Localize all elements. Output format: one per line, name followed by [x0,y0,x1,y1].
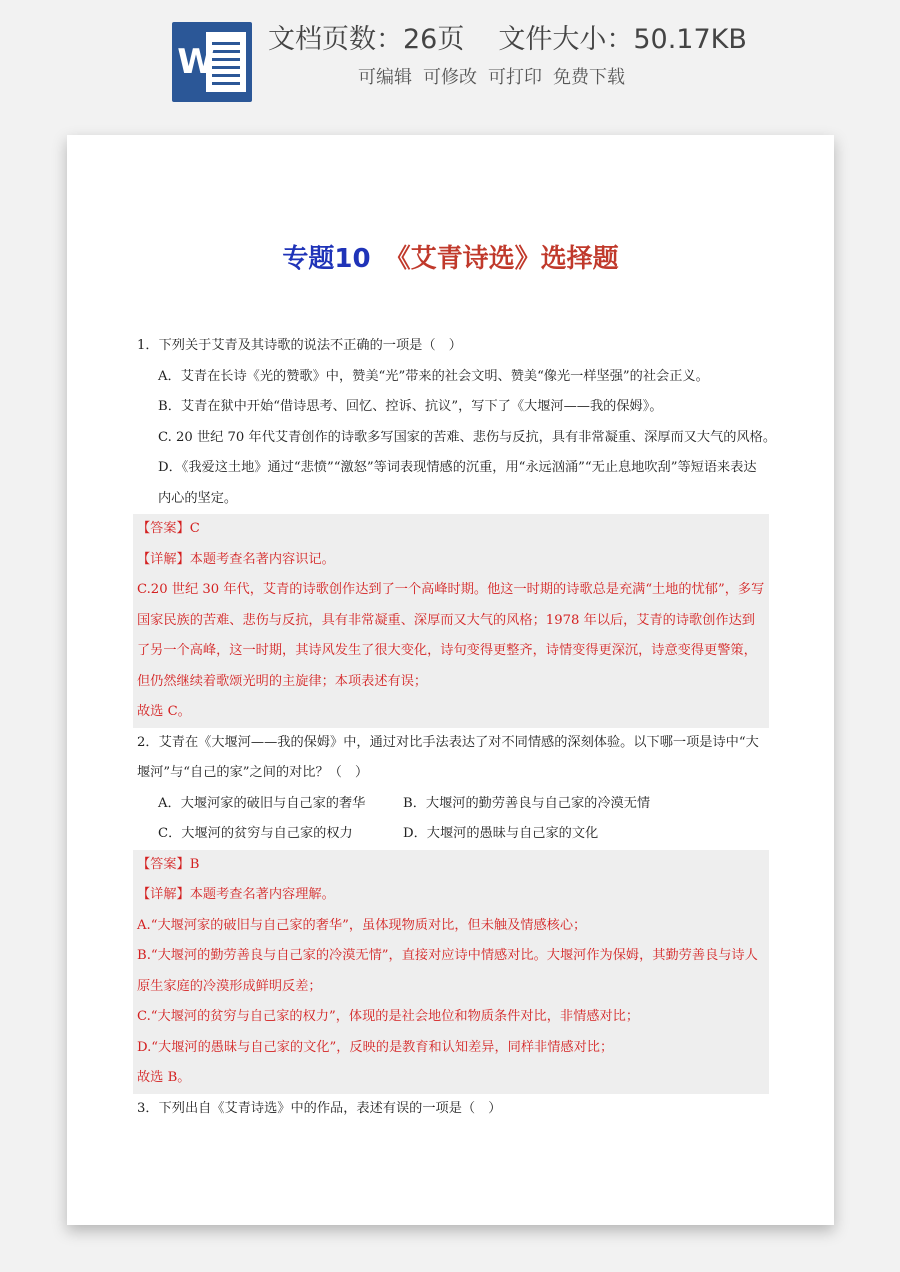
question-2-detail: 【详解】本题考查名著内容理解。 [137,887,335,902]
question-2-explanation-line: D.“大堰河的愚昧与自己家的文化”，反映的是教育和认知差异，同样非情感对比； [137,1039,614,1055]
document-info-banner [0,0,900,120]
question-2-explanation-line: A.“大堰河家的破旧与自己家的奢华”，虽体现物质对比，但未触及情感核心； [137,917,587,933]
feature-free-download: 免费下载 [553,67,625,88]
feature-editable: 可编辑 [358,67,412,88]
question-2-options-row [137,789,765,820]
question-2-option-c: C．大堰河的贫穷与自己家的权力 [158,826,353,841]
question-2-explanation-line: 原生家庭的冷漠形成鲜明反差； [137,978,322,994]
document-content [137,331,777,1124]
word-logo-icon [172,22,252,102]
question-1-option-d-cont: 内心的坚定。 [158,490,238,506]
question-2-explanation-line: C.“大堰河的贫穷与自己家的权力”，体现的是社会地位和物质条件对比，非情感对比； [137,1009,640,1024]
question-2-option-d: D．大堰河的愚昧与自己家的文化 [403,826,599,841]
document-meta [268,20,747,60]
title-topic-number: 专题10 [282,244,371,274]
question-1-explanation-line: 国家民族的苦难、悲伤与反抗，具有非常凝重、深厚而又大气的风格；1978 年以后，艾青的诗歌创作达到 [137,612,755,628]
question-1-explanation-line: 了另一个高峰，这一时期，其诗风发生了很大变化，诗句变得更整齐，诗情变得更深沉，诗意变得更警策， [137,643,757,658]
page-count: 文档页数：26页 [268,24,465,55]
question-1-option-d: D．《我爱这土地》通过“悲愤”“激怒”等词表现情感的沉重，用“永远汹涌”“无止息地吹刮”等短语来表达 [158,460,757,475]
feature-list [358,64,625,92]
document-page [67,135,834,1225]
question-1-conclusion: 故选 C。 [137,704,191,719]
question-1-stem: 1．下列关于艾青及其诗歌的说法不正确的一项是（ ） [137,338,462,353]
question-1-explanation-line: 但仍然继续着歌颂光明的主旋律；本项表述有误； [137,673,428,689]
question-1-answer-block [133,514,769,728]
question-2-answer: 【答案】B [137,856,200,872]
question-2-options-row [137,819,765,850]
page-title [67,239,834,279]
question-2-answer-block [133,850,769,1094]
feature-modifiable: 可修改 [423,67,477,88]
question-3-stem: 3．下列出自《艾青诗选》中的作品，表述有误的一项是（ ） [137,1100,502,1116]
question-2-stem: 2．艾青在《大堰河——我的保姆》中，通过对比手法表达了对不同情感的深刻体验。以下哪一项是诗中“大 [137,734,759,750]
question-2-stem-cont: 堰河”与“自己的家”之间的对比？（ ） [137,765,369,780]
feature-printable: 可打印 [488,67,542,88]
question-1-option-c: C. 20 世纪 70 年代艾青创作的诗歌多写国家的苦难、悲伤与反抗，具有非常凝重、深厚而又大气的风格。 [158,429,777,445]
file-size: 文件大小：50.17KB [498,24,747,55]
question-1-explanation-line: C.20 世纪 30 年代，艾青的诗歌创作达到了一个高峰时期。他这一时期的诗歌总是充满“土地的忧郁”，多写 [137,582,765,597]
question-2-explanation-line: B.“大堰河的勤劳善良与自己家的冷漠无情”，直接对应诗中情感对比。大堰河作为保姆，其勤劳善良与诗人 [137,948,758,963]
question-1-option-a: A．艾青在长诗《光的赞歌》中，赞美“光”带来的社会文明、赞美“像光一样坚强”的社会正义。 [158,368,709,384]
question-2-option-b: B．大堰河的勤劳善良与自己家的冷漠无情 [403,795,651,811]
question-2-option-a: A．大堰河家的破旧与自己家的奢华 [158,795,366,811]
question-1-detail: 【详解】本题考查名著内容识记。 [137,551,335,567]
word-letter-w: W [177,42,215,82]
question-1-answer: 【答案】C [137,521,200,536]
question-1-option-b: B．艾青在狱中开始“借诗思考、回忆、控诉、抗议”，写下了《大堰河——我的保姆》。 [158,399,663,414]
question-2-conclusion: 故选 B。 [137,1070,191,1085]
title-topic-name: 《艾青诗选》选择题 [384,244,619,274]
